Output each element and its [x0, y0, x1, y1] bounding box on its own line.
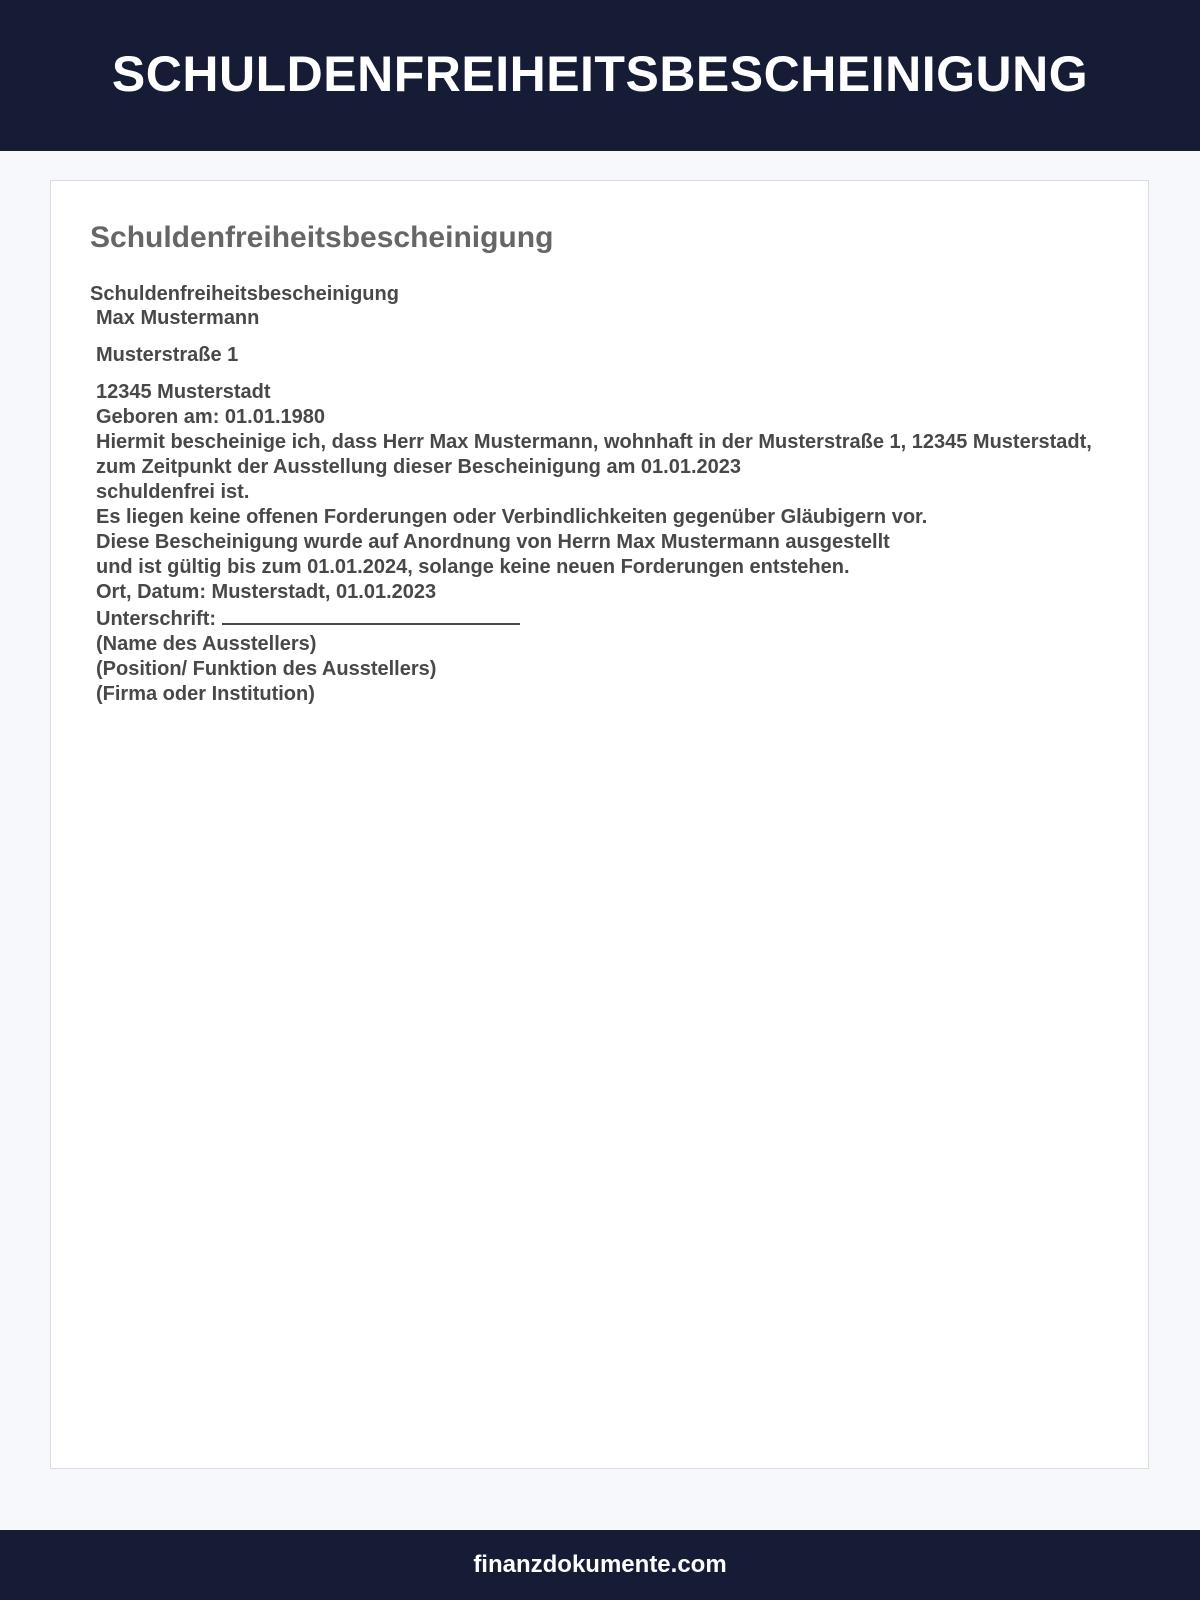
issuer-position: (Position/ Funktion des Ausstellers) — [96, 658, 437, 680]
document-card — [50, 180, 1149, 1469]
document-subtitle: Schuldenfreiheitsbescheinigung — [90, 283, 399, 305]
document-heading: Schuldenfreiheitsbescheinigung — [90, 221, 554, 254]
birth-date: Geboren am: 01.01.1980 — [96, 406, 326, 428]
body-line: Es liegen keine offenen Forderungen oder Verbindlichkeiten gegenüber Gläubigern vor. — [96, 506, 928, 528]
body-line: zum Zeitpunkt der Ausstellung dieser Bescheinigung am 01.01.2023 — [96, 456, 741, 478]
body-line: Hiermit bescheinige ich, dass Herr Max Mustermann, wohnhaft in der Musterstraße 1, 12345 Musterstadt, — [96, 431, 1092, 453]
issuer-name: (Name des Ausstellers) — [96, 633, 317, 655]
issuer-company: (Firma oder Institution) — [96, 683, 315, 705]
person-city: 12345 Musterstadt — [96, 381, 271, 403]
page-header — [0, 0, 1200, 151]
signature-label: Unterschrift: — [96, 608, 217, 630]
body-line: schuldenfrei ist. — [96, 481, 250, 503]
footer-site: finanzdokumente.com — [473, 1551, 727, 1578]
header-title: SCHULDENFREIHEITSBESCHEINIGUNG — [111, 45, 1089, 102]
signature-line — [222, 605, 520, 625]
signature-row — [90, 605, 1130, 632]
body-line: Diese Bescheinigung wurde auf Anordnung von Herrn Max Mustermann ausgestellt — [96, 531, 890, 553]
body-line: und ist gültig bis zum 01.01.2024, solange keine neuen Forderungen entstehen. — [96, 556, 850, 578]
place-date: Ort, Datum: Musterstadt, 01.01.2023 — [96, 581, 437, 603]
person-street: Musterstraße 1 — [96, 344, 239, 366]
document-body — [90, 282, 1130, 707]
page-footer — [0, 1530, 1200, 1600]
person-name: Max Mustermann — [96, 307, 260, 329]
